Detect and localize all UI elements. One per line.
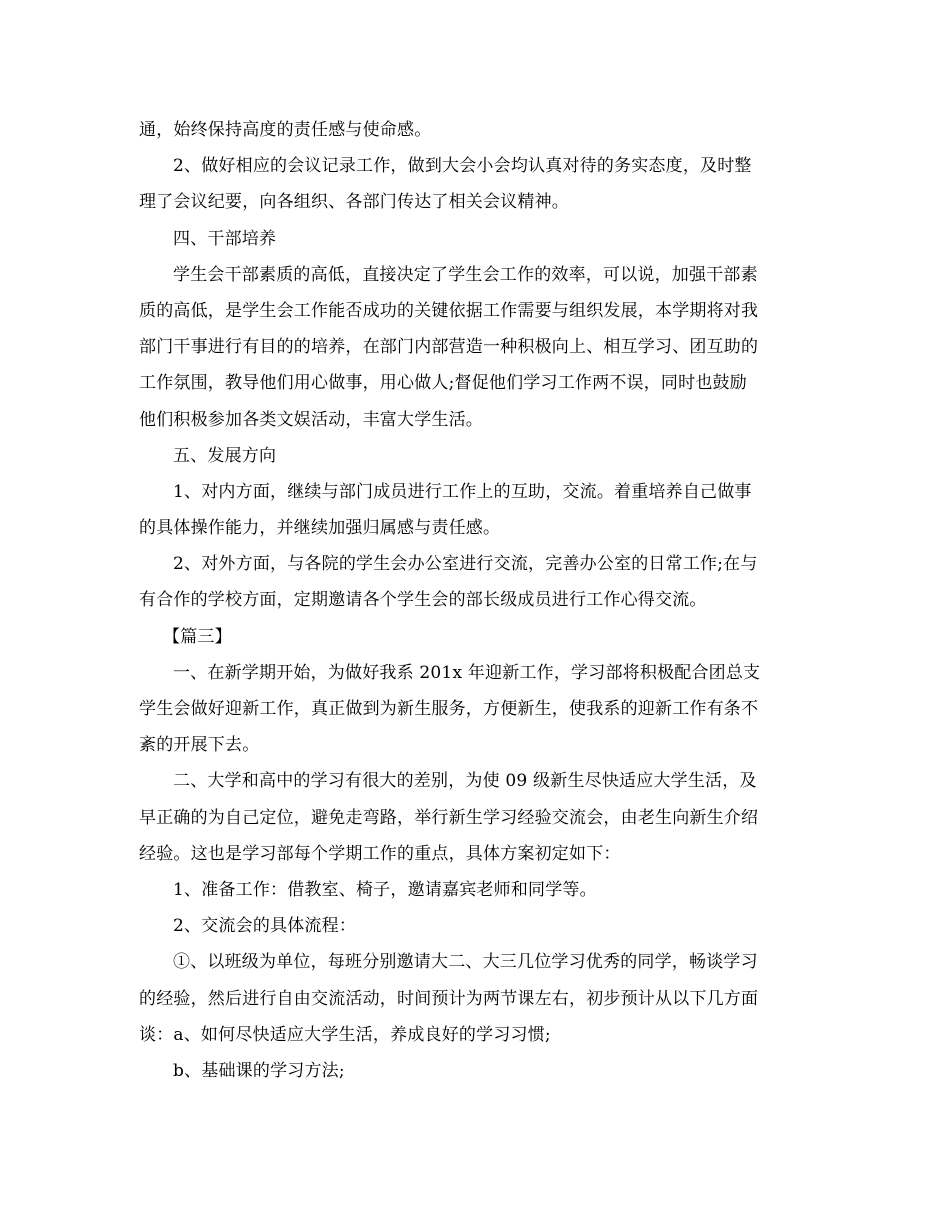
text-line: 一、在新学期开始，为做好我系 201x 年迎新工作，学习部将积极配合团总支	[173, 662, 761, 683]
text-line: 二、大学和高中的学习有很大的差别，为使 09 级新生尽快适应大学生活，及	[173, 771, 757, 792]
section-heading: 四、干部培养	[173, 228, 277, 249]
document-body	[139, 112, 819, 1089]
text-line: 1、准备工作：借教室、椅子，邀请嘉宾老师和同学等。	[173, 879, 597, 900]
text-line: 有合作的学校方面，定期邀请各个学生会的部长级成员进行工作心得交流。	[139, 590, 707, 611]
text-line: 学生会干部素质的高低，直接决定了学生会工作的效率，可以说，加强干部素	[173, 264, 758, 285]
text-line: 2、对外方面，与各院的学生会办公室进行交流，完善办公室的日常工作;在与	[173, 554, 758, 575]
text-line: 经验。这也是学习部每个学期工作的重点，具体方案初定如下：	[139, 843, 621, 864]
text-line: 部门干事进行有目的的培养，在部门内部营造一种积极向上、相互学习、团互助的	[139, 337, 759, 358]
text-line: 理了会议纪要，向各组织、各部门传达了相关会议精神。	[139, 192, 569, 213]
text-line: 他们积极参加各类文娱活动，丰富大学生活。	[139, 409, 483, 430]
text-line: 的具体操作能力，并继续加强归属感与责任感。	[139, 518, 501, 539]
text-line: 紊的开展下去。	[139, 735, 260, 756]
text-line: 1、对内方面，继续与部门成员进行工作上的互助，交流。着重培养自己做事	[173, 481, 752, 502]
text-line: 学生会做好迎新工作，真正做到为新生服务，方便新生，使我系的迎新工作有条不	[139, 699, 759, 719]
text-line: ①、以班级为单位，每班分别邀请大二、大三几位学习优秀的同学，畅谈学习	[173, 952, 758, 973]
text-line: 工作氛围，教导他们用心做事，用心做人;督促他们学习工作两不误，同时也鼓励	[139, 373, 747, 394]
text-line: 质的高低，是学生会工作能否成功的关键依据工作需要与组织发展，本学期将对我	[139, 300, 759, 321]
text-line: 谈：a、如何尽快适应大学生活，养成良好的学习习惯;	[139, 1024, 551, 1045]
part-heading: 【篇三】	[163, 626, 232, 647]
section-heading: 五、发展方向	[173, 445, 277, 466]
text-line: 2、做好相应的会议记录工作，做到大会小会均认真对待的务实态度，及时整	[173, 156, 752, 177]
text-line: 通，始终保持高度的责任感与使命感。	[139, 120, 432, 140]
text-line: b、基础课的学习方法;	[173, 1060, 345, 1081]
text-line: 早正确的为自己定位，避免走弯路，举行新生学习经验交流会，由老生向新生介绍	[139, 807, 759, 828]
text-line: 的经验，然后进行自由交流活动，时间预计为两节课左右，初步预计从以下几方面	[139, 988, 759, 1009]
text-line: 2、交流会的具体流程：	[173, 916, 357, 937]
